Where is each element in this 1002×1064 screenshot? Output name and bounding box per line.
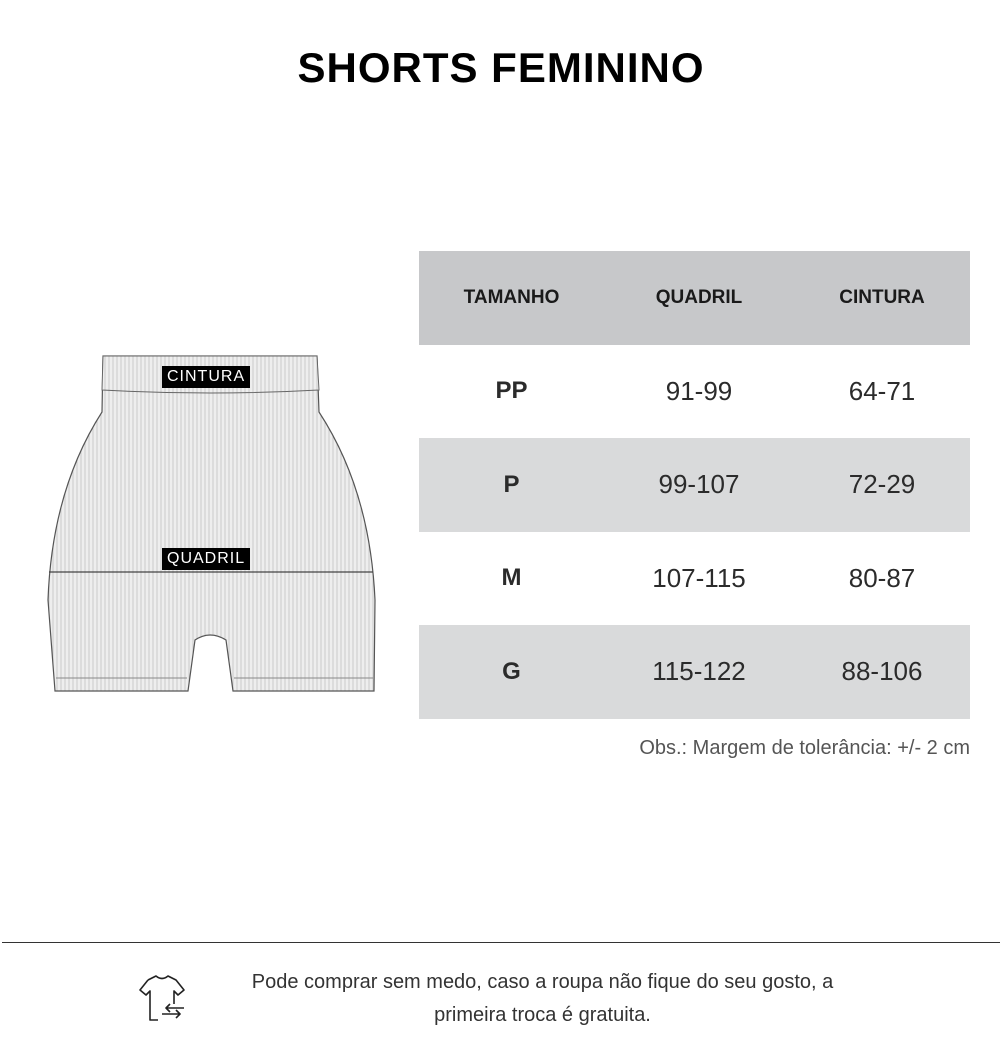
hip-cell: 91-99 <box>665 375 733 406</box>
hip-label: QUADRIL <box>162 548 250 570</box>
exchange-policy-line1: Pode comprar sem medo, caso a roupa não fique do seu gosto, a <box>251 971 834 993</box>
table-row <box>419 532 970 626</box>
size-cell: P <box>503 470 520 498</box>
footer-divider <box>2 942 1000 943</box>
waist-cell: 72-29 <box>848 469 916 500</box>
table-row <box>419 345 970 439</box>
size-cell: PP <box>495 377 528 405</box>
waist-cell: 64-71 <box>848 375 916 406</box>
tolerance-note: Obs.: Margem de tolerância: +/- 2 cm <box>639 737 970 759</box>
shirt-exchange-icon <box>134 970 190 1026</box>
waist-label: CINTURA <box>162 366 250 388</box>
table-header <box>419 251 970 345</box>
exchange-policy-text <box>215 966 870 1032</box>
hip-cell: 99-107 <box>658 469 740 500</box>
header-hip: QUADRIL <box>655 286 743 308</box>
size-cell: M <box>501 564 522 592</box>
hip-cell: 107-115 <box>652 562 746 593</box>
table-row <box>419 438 970 532</box>
size-table <box>419 251 970 719</box>
table-row <box>419 625 970 719</box>
shorts-illustration <box>40 350 385 700</box>
shorts-drawing <box>40 350 385 700</box>
waist-cell: 80-87 <box>848 562 916 593</box>
page-title: SHORTS FEMININO <box>297 44 705 91</box>
header-size: TAMANHO <box>463 286 560 308</box>
size-cell: G <box>502 657 521 685</box>
waist-cell: 88-106 <box>841 656 923 687</box>
header-waist: CINTURA <box>839 286 925 308</box>
exchange-policy-line2: primeira troca é gratuita. <box>434 1004 651 1026</box>
hip-cell: 115-122 <box>652 656 746 687</box>
